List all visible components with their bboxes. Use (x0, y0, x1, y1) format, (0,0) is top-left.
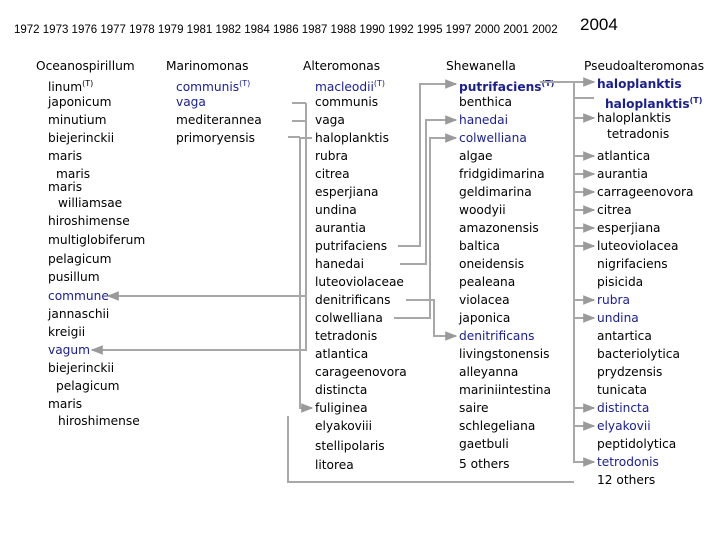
species-item: williamsae (58, 196, 123, 210)
species-item: haloplanktis (315, 131, 389, 145)
species-item: rubra (315, 149, 348, 163)
species-item: mediterannea (176, 113, 262, 127)
species-item: oneidensis (459, 257, 525, 271)
species-item: citrea (597, 203, 632, 217)
species-item: amazonensis (459, 221, 539, 235)
species-item: violacea (459, 293, 510, 307)
species-item: fridgidimarina (459, 167, 545, 181)
species-item: biejerinckii (48, 361, 115, 375)
species-item: schlegeliana (459, 419, 536, 433)
species-item: pelagicum (48, 252, 112, 266)
species-item: esperjiana (597, 221, 661, 235)
species-item: saire (459, 401, 489, 415)
species-item: maris (56, 167, 91, 181)
species-item: bacteriolytica (597, 347, 680, 361)
species-item: esperjiana (315, 185, 379, 199)
species-item: maris (48, 397, 83, 411)
species-item: gaetbuli (459, 437, 509, 451)
species-item: communis (315, 95, 379, 109)
genus-alteromonas: Alteromonas (303, 59, 381, 73)
species-item: biejerinckii (48, 131, 115, 145)
species-item: tetradonis (607, 127, 670, 141)
species-item: carageenovora (315, 365, 407, 379)
species-item: nigrifaciens (597, 257, 668, 271)
species-item: elyakovii (597, 419, 651, 433)
species-item: benthica (459, 95, 513, 109)
species-item: primoryensis (176, 131, 255, 145)
species-item: pelagicum (56, 379, 120, 393)
species-item: elyakoviii (315, 419, 373, 433)
species-item: fuliginea (315, 401, 368, 415)
genus-marinomonas: Marinomonas (166, 59, 249, 73)
species-item: peptidolytica (597, 437, 677, 451)
species-item: putrifaciens$^{(T)}$ (459, 79, 555, 94)
species-item: vaga (315, 113, 345, 127)
species-item: vagum (48, 343, 91, 357)
species-item: hanedai (315, 257, 365, 271)
species-item: colwelliana (459, 131, 527, 145)
species-item: hiroshimense (58, 414, 140, 428)
species-item: prydzensis (597, 365, 663, 379)
species-item: livingstonensis (459, 347, 550, 361)
species-item: litorea (315, 458, 354, 472)
species-item: colwelliana (315, 311, 383, 325)
species-item: stellipolaris (315, 439, 385, 453)
species-item: algae (459, 149, 493, 163)
species-item: tunicata (597, 383, 648, 397)
species-item: alleyanna (459, 365, 519, 379)
species-item: pusillum (48, 270, 100, 284)
species-item: linum$^{(T)}$ (48, 79, 94, 94)
species-item: macleodii$^{(T)}$ (315, 79, 386, 94)
genus-oceanospirillum: Oceanospirillum (36, 59, 135, 73)
species-item: denitrificans (459, 329, 535, 343)
species-item: pisicida (597, 275, 644, 289)
species-item: maris (48, 180, 83, 194)
arrow-vaga-to-vagum (92, 121, 306, 350)
species-item: haloplanktis (597, 77, 682, 91)
species-item: woodyii (459, 203, 506, 217)
species-item: commune (48, 289, 109, 303)
species-item: aurantia (315, 221, 367, 235)
species-item: antartica (597, 329, 652, 343)
species-item: distincta (315, 383, 368, 397)
species-item: minutium (48, 113, 107, 127)
species-item: tetrodonis (597, 455, 659, 469)
species-item: putrifaciens (315, 239, 388, 253)
species-item: aurantia (597, 167, 649, 181)
species-item: luteoviolaceae (315, 275, 404, 289)
species-item: rubra (597, 293, 630, 307)
species-item: haloplanktis$^{(T)}$ (605, 96, 703, 111)
species-item: 12 others (597, 473, 656, 487)
species-item: jannaschii (48, 307, 110, 321)
pseudoalteromonas-bracket (574, 82, 594, 462)
species-item: japonica (459, 311, 511, 325)
species-item: pealeana (459, 275, 516, 289)
species-item: tetradonis (315, 329, 378, 343)
species-item: 5 others (459, 457, 510, 471)
species-item: atlantica (315, 347, 369, 361)
species-item: vaga (176, 95, 206, 109)
species-item: japonicum (48, 95, 112, 109)
genus-pseudoalteromonas: Pseudoalteromonas (584, 59, 705, 73)
species-item: haloplanktis (597, 111, 671, 125)
species-item: hiroshimense (48, 214, 130, 228)
species-item: baltica (459, 239, 500, 253)
species-item: mariniintestina (459, 383, 551, 397)
arrow-communis-to-commune (108, 103, 306, 296)
species-item: undina (315, 203, 357, 217)
years-timeline: 1972 1973 1976 1977 1978 1979 1981 1982 1984 1986 1987 1988 1990 1992 1995 1997 2000 2001 2002 (14, 24, 558, 36)
species-item: hanedai (459, 113, 509, 127)
species-item: atlantica (597, 149, 651, 163)
species-item: luteoviolacea (597, 239, 679, 253)
species-item: maris (48, 149, 83, 163)
species-item: multiglobiferum (48, 233, 146, 247)
species-item: kreigii (48, 325, 86, 339)
genus-shewanella: Shewanella (446, 59, 516, 73)
arrow-hanedai-to-shewanella (400, 120, 456, 264)
year-2004-label: 2004 (580, 15, 618, 34)
species-item: distincta (597, 401, 650, 415)
species-item: carrageenovora (597, 185, 694, 199)
species-item: denitrificans (315, 293, 391, 307)
species-item: communis$^{(T)}$ (176, 79, 251, 94)
species-item: geldimarina (459, 185, 532, 199)
species-item: undina (597, 311, 639, 325)
species-item: citrea (315, 167, 350, 181)
arrow-bottom-return (288, 416, 574, 482)
